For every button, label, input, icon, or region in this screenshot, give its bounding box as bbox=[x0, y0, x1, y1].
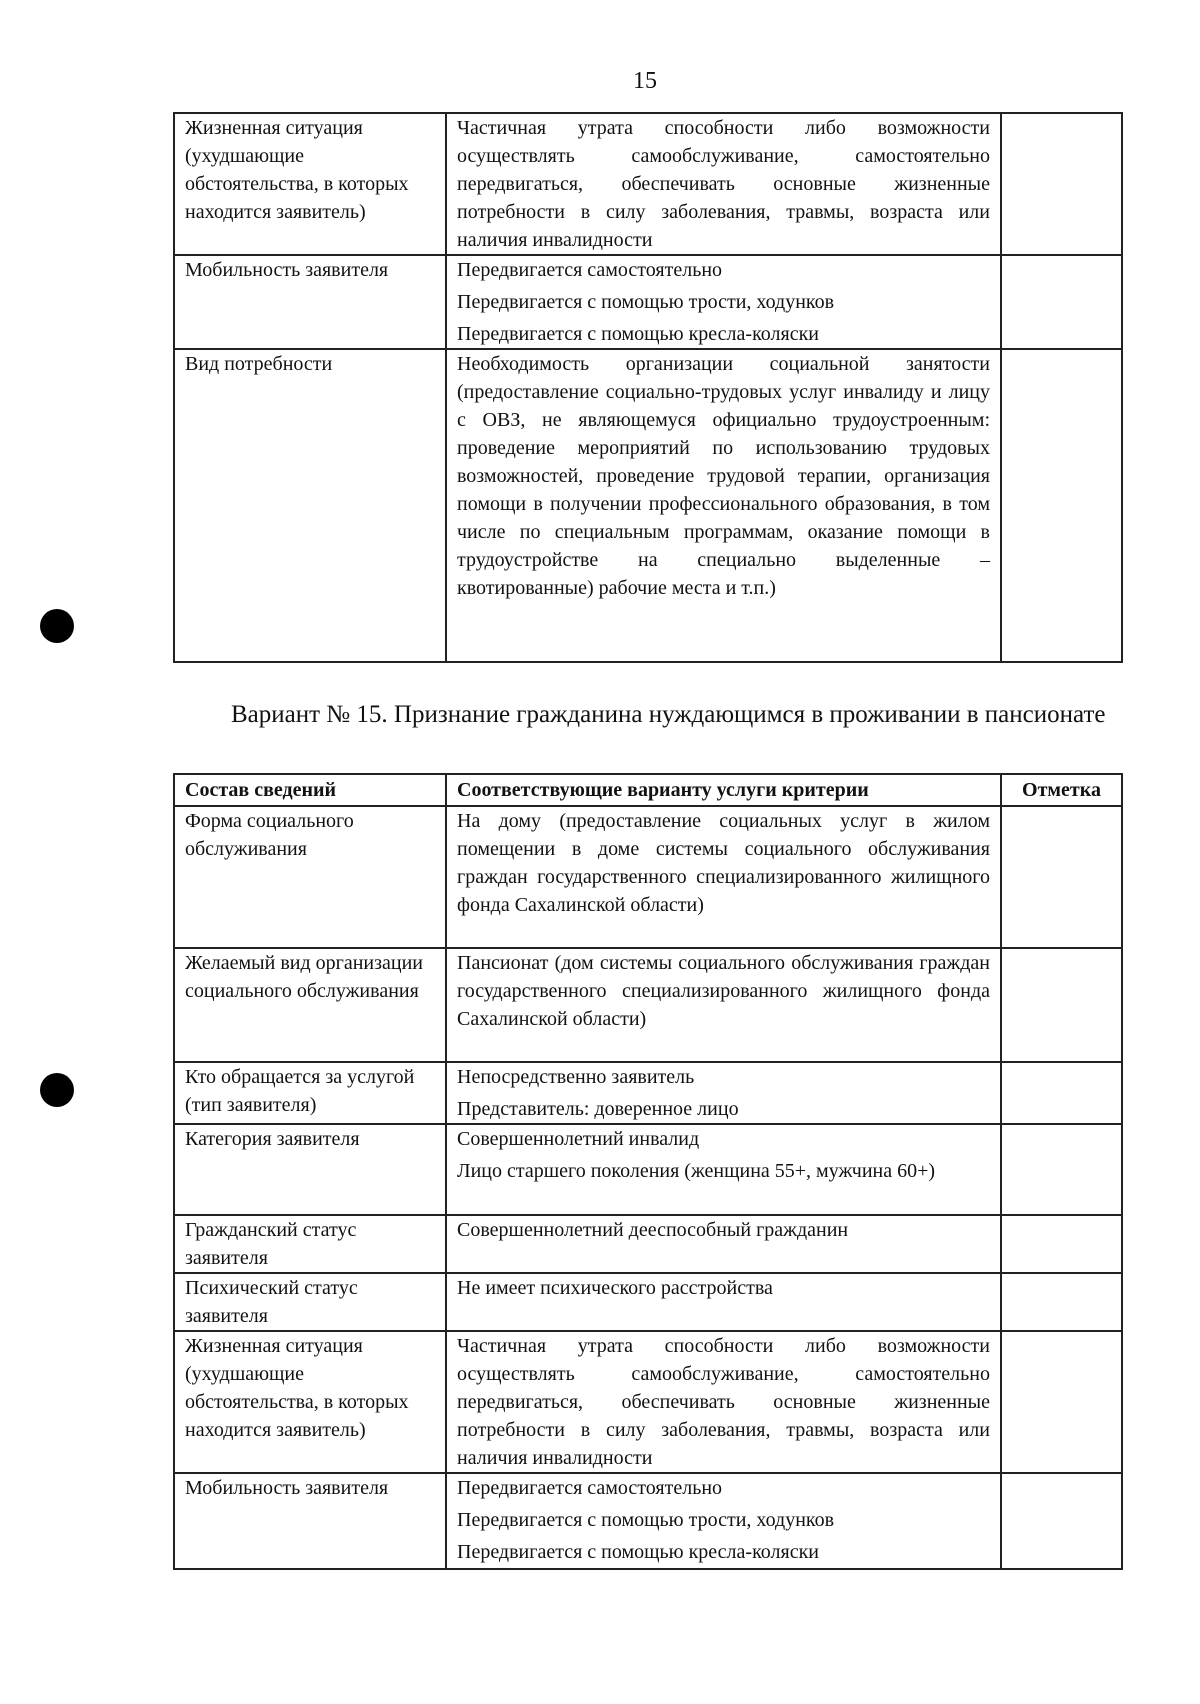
row-label: Мобильность заявителя bbox=[174, 1473, 446, 1569]
criteria-cell bbox=[446, 1124, 1001, 1215]
criteria-cell bbox=[446, 1215, 1001, 1273]
row-label: Форма социального обслуживания bbox=[174, 806, 446, 948]
row-label: Желаемый вид организации социального обслуживания bbox=[174, 948, 446, 1062]
table-row bbox=[174, 1273, 1122, 1331]
column-header: Соответствующие варианту услуги критерии bbox=[446, 774, 1001, 806]
row-label: Жизненная ситуация (ухудшающие обстоятельства, в которых находится заявитель) bbox=[174, 113, 446, 255]
criteria-cell bbox=[446, 1273, 1001, 1331]
table-row bbox=[174, 1124, 1122, 1215]
table-row bbox=[174, 806, 1122, 948]
row-label: Категория заявителя bbox=[174, 1124, 446, 1215]
criterion-text: Совершеннолетний инвалид bbox=[457, 1128, 700, 1150]
criterion-text: Частичная утрата способности либо возможности осуществлять самообслуживание, самостоятельно передвигаться, обеспечивать основные жизненные потребности в силу заболевания, травмы, возраста или наличия инвалидности bbox=[457, 117, 990, 251]
mark-cell[interactable] bbox=[1001, 1331, 1122, 1473]
table-header-row bbox=[174, 774, 1122, 806]
column-header: Состав сведений bbox=[174, 774, 446, 806]
mark-cell[interactable] bbox=[1001, 1215, 1122, 1273]
row-label: Мобильность заявителя bbox=[174, 255, 446, 349]
criterion-text: Передвигается с помощью трости, ходунков bbox=[457, 1509, 835, 1531]
criterion-text: Передвигается с помощью кресла-коляски bbox=[457, 1541, 819, 1563]
criterion-text: Непосредственно заявитель bbox=[457, 1066, 695, 1088]
mark-cell[interactable] bbox=[1001, 1062, 1122, 1124]
table-row bbox=[174, 1473, 1122, 1569]
criteria-cell bbox=[446, 349, 1001, 662]
mark-cell[interactable] bbox=[1001, 1473, 1122, 1569]
criterion-text: Не имеет психического расстройства bbox=[457, 1277, 773, 1299]
row-label: Кто обращается за услугой (тип заявителя) bbox=[174, 1062, 446, 1124]
criterion-text: Необходимость организации социальной занятости (предоставление социально-трудовых услуг инвалиду и лицу с ОВЗ, не являющемуся официально трудоустроенным: проведение мероприятий по использованию трудовых возможностей, проведение трудовой терапии, организация помощи в получении профессионального образования, в том числе по специальным программам, оказание помощи в трудоустройстве на специально выделенные – квотированные) рабочие места и т.п.) bbox=[457, 353, 990, 599]
criterion-text: Совершеннолетний дееспособный гражданин bbox=[457, 1219, 849, 1241]
mark-cell[interactable] bbox=[1001, 113, 1122, 255]
table-row bbox=[174, 255, 1122, 349]
criteria-cell bbox=[446, 255, 1001, 349]
variant-heading: Вариант № 15. Признание гражданина нуждающимся в проживании в пансионате bbox=[231, 701, 1106, 728]
criteria-cell bbox=[446, 1473, 1001, 1569]
criteria-cell bbox=[446, 113, 1001, 255]
criterion-text: Лицо старшего поколения (женщина 55+, мужчина 60+) bbox=[457, 1160, 936, 1182]
criteria-cell bbox=[446, 1331, 1001, 1473]
criteria-cell bbox=[446, 1062, 1001, 1124]
criterion-text: Передвигается самостоятельно bbox=[457, 1477, 723, 1499]
criteria-table-continued bbox=[173, 112, 1123, 663]
mark-cell[interactable] bbox=[1001, 255, 1122, 349]
page-number: 15 bbox=[633, 68, 657, 94]
row-label: Вид потребности bbox=[174, 349, 446, 662]
criteria-table-variant-15 bbox=[173, 773, 1123, 1570]
punch-hole bbox=[40, 1073, 74, 1107]
table-row bbox=[174, 1331, 1122, 1473]
column-header: Отметка bbox=[1001, 774, 1122, 806]
mark-cell[interactable] bbox=[1001, 1273, 1122, 1331]
table-row bbox=[174, 113, 1122, 255]
row-label: Психический статус заявителя bbox=[174, 1273, 446, 1331]
table-row bbox=[174, 948, 1122, 1062]
criterion-text: Передвигается самостоятельно bbox=[457, 259, 723, 281]
criterion-text: Частичная утрата способности либо возможности осуществлять самообслуживание, самостоятельно передвигаться, обеспечивать основные жизненные потребности в силу заболевания, травмы, возраста или наличия инвалидности bbox=[457, 1335, 990, 1469]
mark-cell[interactable] bbox=[1001, 1124, 1122, 1215]
criterion-text: Пансионат (дом системы социального обслуживания граждан государственного специализированного жилищного фонда Сахалинской области) bbox=[457, 952, 990, 1030]
criteria-cell bbox=[446, 806, 1001, 948]
mark-cell[interactable] bbox=[1001, 948, 1122, 1062]
criterion-text: Передвигается с помощью трости, ходунков bbox=[457, 291, 835, 313]
mark-cell[interactable] bbox=[1001, 806, 1122, 948]
table-row bbox=[174, 349, 1122, 662]
row-label: Гражданский статус заявителя bbox=[174, 1215, 446, 1273]
punch-hole bbox=[40, 609, 74, 643]
table-row bbox=[174, 1215, 1122, 1273]
criterion-text: Представитель: доверенное лицо bbox=[457, 1098, 739, 1120]
criterion-text: На дому (предоставление социальных услуг в жилом помещении в доме системы социального обслуживания граждан государственного специализированного жилищного фонда Сахалинской области) bbox=[457, 810, 990, 916]
criterion-text: Передвигается с помощью кресла-коляски bbox=[457, 323, 819, 345]
mark-cell[interactable] bbox=[1001, 349, 1122, 662]
row-label: Жизненная ситуация (ухудшающие обстоятельства, в которых находится заявитель) bbox=[174, 1331, 446, 1473]
table-row bbox=[174, 1062, 1122, 1124]
criteria-cell bbox=[446, 948, 1001, 1062]
